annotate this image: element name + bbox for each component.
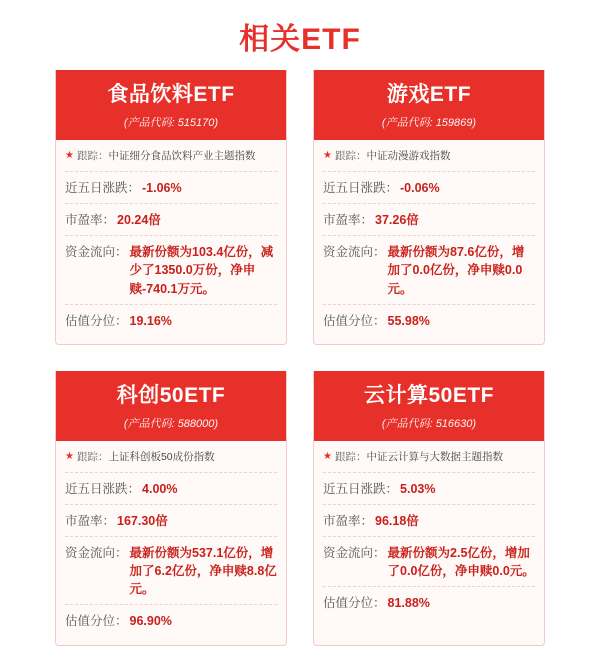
etf-change5d-row — [65, 172, 277, 204]
etf-flow-value: 最新份额为103.4亿份，减少了1350.0万份，净申赎-740.1万元。 — [129, 245, 274, 296]
etf-valuation-row — [65, 305, 277, 336]
etf-card[interactable] — [313, 70, 545, 345]
etf-change5d-value: 4.00% — [142, 481, 178, 496]
etf-index-row — [323, 441, 535, 473]
etf-card-body — [314, 441, 544, 626]
etf-change5d-label: 近五日涨跌： — [65, 481, 141, 496]
etf-code-value: 588000 — [177, 418, 215, 431]
etf-name: 游戏ETF — [386, 83, 472, 106]
etf-flow-row — [323, 537, 535, 587]
etf-code-prefix: (产品代码: — [381, 117, 436, 130]
etf-index-value: 上证科创板50成份指数 — [108, 451, 215, 464]
etf-index-row — [65, 441, 277, 473]
star-icon: ★ — [65, 150, 74, 162]
etf-card[interactable] — [313, 371, 545, 646]
etf-change5d-value: -0.06% — [400, 181, 440, 196]
etf-flow-value: 最新份额为537.1亿份，增加了6.2亿份，净申赎8.8亿元。 — [129, 546, 277, 597]
etf-valuation-label: 估值分位： — [323, 596, 386, 611]
etf-change5d-label: 近五日涨跌： — [323, 181, 399, 196]
etf-code-prefix: (产品代码: — [123, 418, 178, 431]
etf-card-body — [314, 140, 544, 344]
etf-flow-row — [65, 236, 277, 304]
etf-change5d-value: -1.06% — [142, 181, 182, 196]
etf-valuation-value: 96.90% — [129, 614, 172, 629]
etf-code-prefix: (产品代码: — [123, 117, 178, 130]
etf-code — [320, 114, 538, 130]
etf-index-value: 中证细分食品饮料产业主题指数 — [108, 150, 256, 163]
etf-card[interactable] — [55, 371, 287, 646]
etf-change5d-label: 近五日涨跌： — [65, 181, 141, 196]
etf-card-header — [56, 70, 286, 140]
etf-pe-row — [65, 505, 277, 537]
etf-flow-row — [323, 236, 535, 304]
etf-code-value: 159869 — [435, 117, 473, 130]
etf-change5d-row — [65, 473, 277, 505]
etf-index-label: 跟踪： — [334, 451, 367, 464]
star-icon: ★ — [323, 150, 332, 162]
page-title: 相关ETF — [239, 23, 361, 56]
etf-card-body — [56, 140, 286, 344]
etf-pe-value: 20.24倍 — [117, 213, 161, 228]
etf-code — [62, 415, 280, 431]
etf-code-suffix: ) — [472, 418, 477, 431]
etf-pe-value: 37.26倍 — [375, 213, 419, 228]
etf-index-value: 中证动漫游戏指数 — [366, 150, 451, 163]
etf-pe-label: 市盈率： — [65, 513, 116, 528]
etf-card-header — [314, 371, 544, 441]
etf-valuation-row — [323, 587, 535, 618]
etf-index-label: 跟踪： — [76, 150, 109, 163]
etf-pe-label: 市盈率： — [323, 213, 374, 228]
etf-name: 云计算50ETF — [363, 383, 495, 407]
etf-code — [320, 415, 538, 431]
etf-change5d-value: 5.03% — [400, 481, 436, 496]
etf-card-grid — [0, 70, 600, 646]
etf-pe-value: 167.30倍 — [117, 513, 168, 528]
etf-change5d-label: 近五日涨跌： — [323, 481, 399, 496]
etf-flow-value: 最新份额为87.6亿份，增加了0.0亿份，净申赎0.0元。 — [387, 245, 525, 296]
etf-code — [62, 114, 280, 130]
etf-flow-row — [65, 537, 277, 605]
etf-flow-label: 资金流向： — [65, 546, 128, 561]
etf-valuation-label: 估值分位： — [65, 313, 128, 328]
etf-index-value: 中证云计算与大数据主题指数 — [366, 451, 503, 464]
etf-code-value: 516630 — [435, 418, 473, 431]
etf-name: 食品饮料ETF — [107, 83, 235, 106]
etf-pe-label: 市盈率： — [65, 213, 116, 228]
etf-code-suffix: ) — [214, 418, 219, 431]
etf-code-value: 515170 — [177, 117, 215, 130]
etf-index-label: 跟踪： — [334, 150, 367, 163]
etf-flow-label: 资金流向： — [65, 245, 128, 260]
etf-index-row — [323, 140, 535, 172]
etf-change5d-row — [323, 172, 535, 204]
etf-card-header — [314, 70, 544, 140]
etf-pe-value: 96.18倍 — [375, 513, 419, 528]
star-icon: ★ — [65, 451, 74, 463]
etf-valuation-label: 估值分位： — [65, 614, 128, 629]
etf-index-row — [65, 140, 277, 172]
etf-change5d-row — [323, 473, 535, 505]
etf-card[interactable] — [55, 70, 287, 345]
star-icon: ★ — [323, 451, 332, 463]
etf-pe-label: 市盈率： — [323, 513, 374, 528]
etf-code-suffix: ) — [214, 117, 219, 130]
etf-valuation-value: 19.16% — [129, 313, 172, 328]
etf-pe-row — [323, 204, 535, 236]
etf-flow-label: 资金流向： — [323, 546, 386, 561]
etf-pe-row — [323, 505, 535, 537]
etf-valuation-label: 估值分位： — [323, 313, 386, 328]
etf-card-body — [56, 441, 286, 645]
etf-code-suffix: ) — [472, 117, 477, 130]
etf-pe-row — [65, 204, 277, 236]
etf-valuation-row — [323, 305, 535, 336]
etf-flow-value: 最新份额为2.5亿份，增加了0.0亿份，净申赎0.0元。 — [387, 546, 535, 579]
etf-name: 科创50ETF — [116, 383, 226, 407]
etf-valuation-value: 55.98% — [387, 313, 430, 328]
etf-valuation-value: 81.88% — [387, 596, 430, 611]
etf-flow-label: 资金流向： — [323, 245, 386, 260]
etf-code-prefix: (产品代码: — [381, 418, 436, 431]
etf-card-header — [56, 371, 286, 441]
etf-index-label: 跟踪： — [76, 451, 109, 464]
